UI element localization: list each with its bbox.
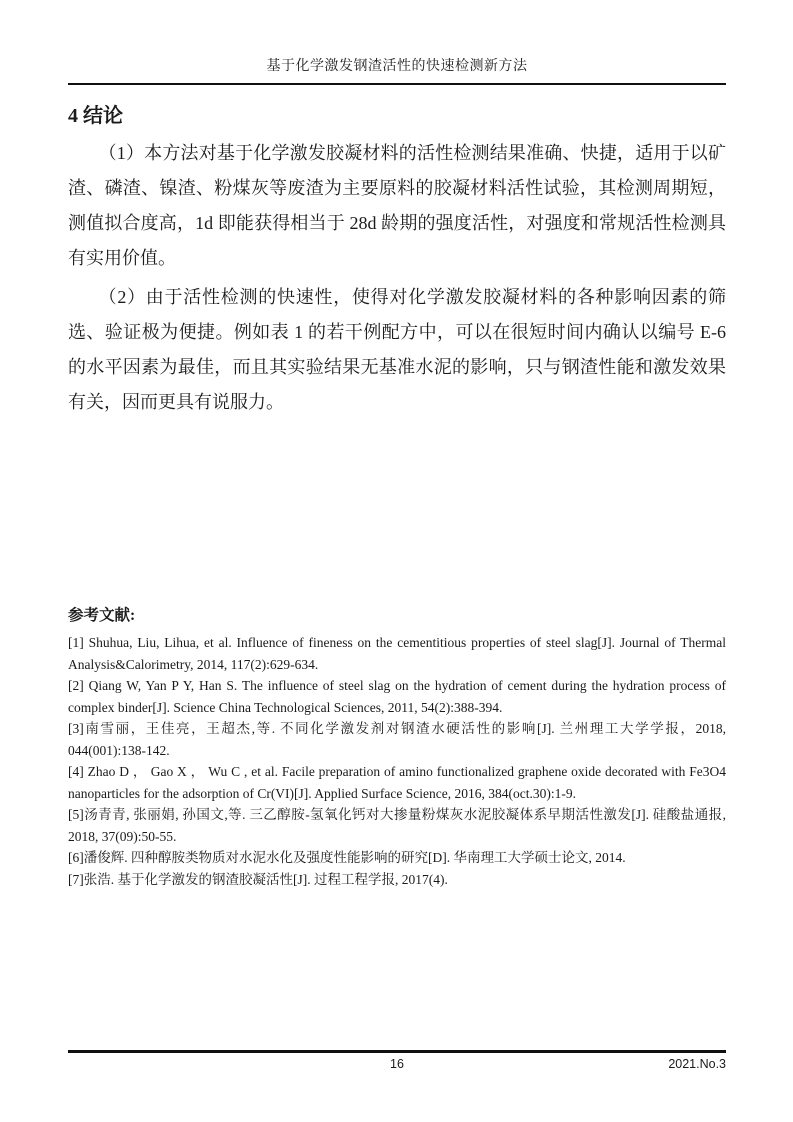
- reference-item-4: [4] Zhao D ， Gao X ， Wu C , et al. Facile preparation of amino functionalized graphene oxide decorated with Fe3O4 nanoparticles for the adsorption of Cr(VI)[J]. Applied Surface Science, 2016, 384(oct.30):1-9.: [68, 764, 726, 801]
- footer-rule: [68, 1050, 726, 1053]
- section-heading: 4 结论: [68, 105, 123, 127]
- page-header: [68, 57, 726, 85]
- running-title: 基于化学激发钢渣活性的快速检测新方法: [266, 59, 528, 74]
- header-rule: [68, 83, 726, 85]
- page-content: [68, 0, 726, 890]
- references-heading: 参考文献:: [68, 607, 136, 624]
- conclusion-paragraph-1: （1）本方法对基于化学激发胶凝材料的活性检测结果准确、快捷，适用于以矿渣、磷渣、镍渣、粉煤灰等废渣为主要原料的胶凝材料活性试验，其检测周期短，测值拟合度高，1d 即能获得相当于 28d 龄期的强度活性，对强度和常规活性检测具有实用价值。: [68, 143, 726, 268]
- reference-item-1: [1] Shuhua, Liu, Lihua, et al. Influence of fineness on the cementitious properties of steel slag[J]. Journal of Thermal Analysis&Calorimetry, 2014, 117(2):629-634.: [68, 635, 726, 672]
- references-section: [68, 605, 726, 890]
- conclusion-paragraph-2: （2）由于活性检测的快速性，使得对化学激发胶凝材料的各种影响因素的筛选、验证极为便捷。例如表 1 的若干例配方中，可以在很短时间内确认以编号 E-6 的水平因素为最佳，而且其实验结果无基准水泥的影响，只与钢渣性能和激发效果有关，因而更具有说服力。: [68, 287, 726, 412]
- reference-item-7: [7]张浩. 基于化学激发的钢渣胶凝活性[J]. 过程工程学报, 2017(4).: [68, 871, 448, 887]
- reference-item-6: [6]潘俊辉. 四种醇胺类物质对水泥水化及强度性能影响的研究[D]. 华南理工大学硕士论文, 2014.: [68, 850, 626, 865]
- issue-label: 2021.No.3: [668, 1057, 726, 1071]
- reference-item-3: [3]南雪丽，王佳亮，王超杰,等. 不同化学激发剂对钢渣水硬活性的影响[J]. 兰州理工大学学报，2018, 044(001):138-142.: [68, 721, 726, 758]
- reference-item-2: [2] Qiang W, Yan P Y, Han S. The influence of steel slag on the hydration of cement during the hydration process of complex binder[J]. Science China Technological Sciences, 2011, 54(2):388-394.: [68, 678, 726, 715]
- references-list: [68, 632, 726, 890]
- reference-item-5: [5]汤青青, 张丽娟, 孙国文,等. 三乙醇胺-氢氧化钙对大掺量粉煤灰水泥胶凝体系早期活性激发[J]. 硅酸盐通报, 2018, 37(09):50-55.: [68, 807, 726, 844]
- footer-row: [68, 1055, 726, 1073]
- page-number: 16: [390, 1057, 404, 1071]
- page-footer: [68, 1050, 726, 1073]
